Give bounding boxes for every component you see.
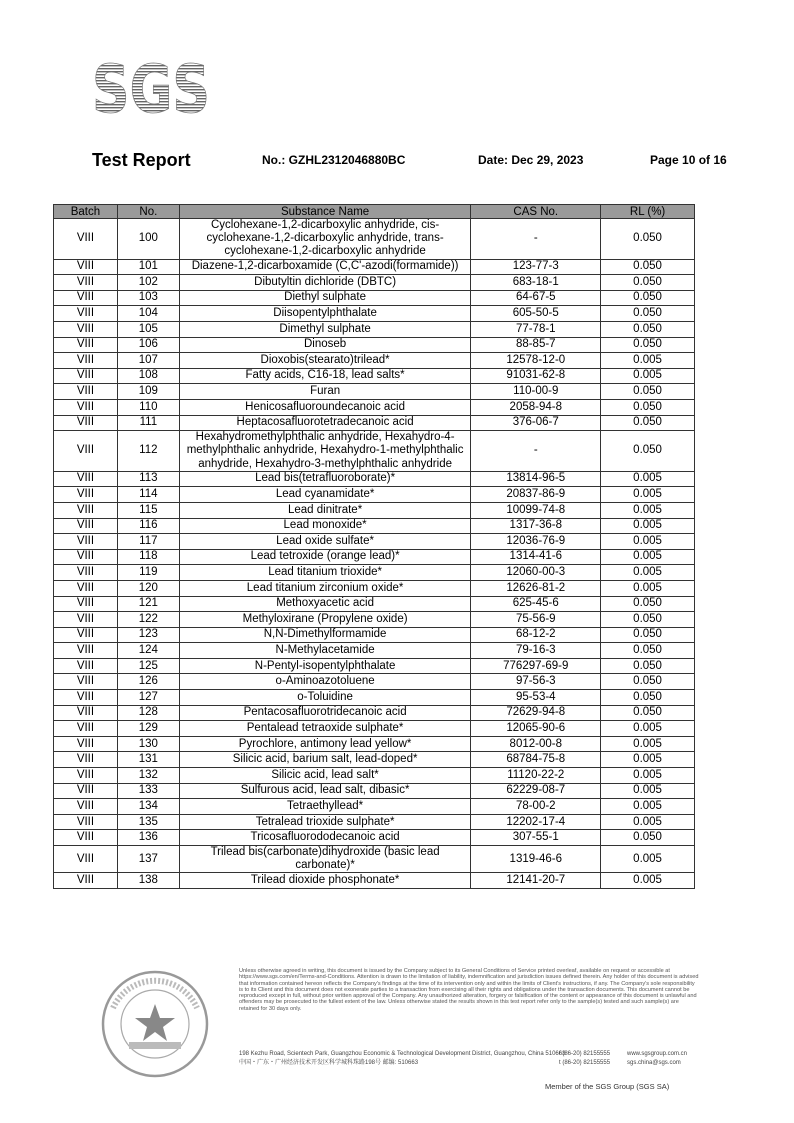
cell-cas-number: 12036-76-9 <box>471 534 601 550</box>
table-row <box>54 873 695 889</box>
cell-number: 108 <box>117 368 179 384</box>
cell-reporting-limit: 0.050 <box>601 321 695 337</box>
cell-reporting-limit: 0.050 <box>601 290 695 306</box>
member-statement: Member of the SGS Group (SGS SA) <box>545 1082 670 1091</box>
cell-reporting-limit: 0.050 <box>601 596 695 612</box>
table-row <box>54 502 695 518</box>
cell-batch: VIII <box>54 399 118 415</box>
cell-cas-number: 13814-96-5 <box>471 471 601 487</box>
cell-cas-number: 72629-94-8 <box>471 705 601 721</box>
column-header-rl: RL (%) <box>601 205 695 219</box>
cell-substance-name: Tricosafluorododecanoic acid <box>179 830 471 846</box>
cell-cas-number: 20837-86-9 <box>471 487 601 503</box>
table-row <box>54 534 695 550</box>
cell-cas-number: 64-67-5 <box>471 290 601 306</box>
cell-substance-name: Dioxobis(stearato)trilead* <box>179 353 471 369</box>
cell-reporting-limit: 0.050 <box>601 658 695 674</box>
table-row <box>54 471 695 487</box>
cell-cas-number: 376-06-7 <box>471 415 601 431</box>
cell-reporting-limit: 0.005 <box>601 814 695 830</box>
cell-batch: VIII <box>54 565 118 581</box>
cell-cas-number: 78-00-2 <box>471 799 601 815</box>
cell-cas-number: 79-16-3 <box>471 643 601 659</box>
cell-cas-number: 97-56-3 <box>471 674 601 690</box>
cell-cas-number: 110-00-9 <box>471 384 601 400</box>
cell-number: 114 <box>117 487 179 503</box>
cell-cas-number: 68-12-2 <box>471 627 601 643</box>
cell-cas-number: 1317-36-8 <box>471 518 601 534</box>
cell-cas-number: 123-77-3 <box>471 259 601 275</box>
cell-cas-number: 8012-00-8 <box>471 736 601 752</box>
table-row <box>54 306 695 322</box>
cell-reporting-limit: 0.050 <box>601 259 695 275</box>
table-row <box>54 612 695 628</box>
cell-cas-number: 12141-20-7 <box>471 873 601 889</box>
cell-substance-name: Diisopentylphthalate <box>179 306 471 322</box>
cell-reporting-limit: 0.050 <box>601 431 695 472</box>
table-row <box>54 368 695 384</box>
cell-substance-name: Pentacosafluorotridecanoic acid <box>179 705 471 721</box>
cell-reporting-limit: 0.005 <box>601 580 695 596</box>
cell-substance-name: Lead cyanamidate* <box>179 487 471 503</box>
table-row <box>54 752 695 768</box>
cell-number: 119 <box>117 565 179 581</box>
cell-batch: VIII <box>54 674 118 690</box>
table-row <box>54 353 695 369</box>
cell-reporting-limit: 0.005 <box>601 549 695 565</box>
cell-number: 109 <box>117 384 179 400</box>
cell-number: 117 <box>117 534 179 550</box>
cell-batch: VIII <box>54 752 118 768</box>
table-row <box>54 290 695 306</box>
cell-batch: VIII <box>54 596 118 612</box>
table-row <box>54 415 695 431</box>
cell-substance-name: N,N-Dimethylformamide <box>179 627 471 643</box>
table-row <box>54 768 695 784</box>
cell-substance-name: Trilead dioxide phosphonate* <box>179 873 471 889</box>
report-date: Date: Dec 29, 2023 <box>478 153 584 167</box>
cell-substance-name: Sulfurous acid, lead salt, dibasic* <box>179 783 471 799</box>
cell-number: 110 <box>117 399 179 415</box>
cell-batch: VIII <box>54 814 118 830</box>
cell-reporting-limit: 0.005 <box>601 565 695 581</box>
cell-number: 115 <box>117 502 179 518</box>
cell-reporting-limit: 0.005 <box>601 783 695 799</box>
cell-cas-number: 625-45-6 <box>471 596 601 612</box>
cell-batch: VIII <box>54 830 118 846</box>
table-row <box>54 487 695 503</box>
address-block <box>239 1050 699 1068</box>
cell-batch: VIII <box>54 690 118 706</box>
sgs-logo <box>92 51 212 128</box>
cell-reporting-limit: 0.050 <box>601 399 695 415</box>
cell-batch: VIII <box>54 306 118 322</box>
table-row <box>54 705 695 721</box>
cell-batch: VIII <box>54 321 118 337</box>
cell-number: 121 <box>117 596 179 612</box>
cell-number: 105 <box>117 321 179 337</box>
cell-number: 132 <box>117 768 179 784</box>
table-row <box>54 596 695 612</box>
report-title: Test Report <box>92 150 191 170</box>
table-row <box>54 259 695 275</box>
cell-cas-number: 307-55-1 <box>471 830 601 846</box>
cell-substance-name: Tetralead trioxide sulphate* <box>179 814 471 830</box>
table-row <box>54 219 695 260</box>
table-row <box>54 830 695 846</box>
cell-substance-name: Silicic acid, barium salt, lead-doped* <box>179 752 471 768</box>
address-chinese: 中国・广东・广州经济技术开发区科学城科珠路198号 邮编: 510663 <box>239 1060 419 1066</box>
cell-number: 126 <box>117 674 179 690</box>
cell-reporting-limit: 0.005 <box>601 534 695 550</box>
table-row <box>54 565 695 581</box>
table-row <box>54 399 695 415</box>
cell-number: 113 <box>117 471 179 487</box>
cell-cas-number: - <box>471 219 601 260</box>
cell-cas-number: 605-50-5 <box>471 306 601 322</box>
cell-reporting-limit: 0.050 <box>601 337 695 353</box>
cell-batch: VIII <box>54 502 118 518</box>
page-number: Page 10 of 16 <box>650 153 727 167</box>
cell-substance-name: Furan <box>179 384 471 400</box>
address-english: 198 Kezhu Road, Scientech Park, Guangzhou Economic & Technological Development District, Guangzhou, China 510663 <box>239 1051 566 1057</box>
report-number: No.: GZHL2312046880BC <box>262 153 406 167</box>
cell-cas-number: 88-85-7 <box>471 337 601 353</box>
cell-number: 118 <box>117 549 179 565</box>
table-row <box>54 814 695 830</box>
cell-reporting-limit: 0.050 <box>601 690 695 706</box>
cell-number: 107 <box>117 353 179 369</box>
cell-number: 102 <box>117 275 179 291</box>
cell-cas-number: 683-18-1 <box>471 275 601 291</box>
table-row <box>54 846 695 873</box>
cell-number: 124 <box>117 643 179 659</box>
cell-reporting-limit: 0.005 <box>601 873 695 889</box>
cell-substance-name: Silicic acid, lead salt* <box>179 768 471 784</box>
cell-reporting-limit: 0.005 <box>601 368 695 384</box>
cell-reporting-limit: 0.050 <box>601 674 695 690</box>
column-header-no: No. <box>117 205 179 219</box>
cell-cas-number: 12578-12-0 <box>471 353 601 369</box>
cell-substance-name: Dinoseb <box>179 337 471 353</box>
cell-substance-name: Diazene-1,2-dicarboxamide (C,C'-azodi(formamide)) <box>179 259 471 275</box>
cell-batch: VIII <box>54 580 118 596</box>
phone-1: t (86-20) 82155555 <box>559 1051 611 1057</box>
cell-substance-name: Heptacosafluorotetradecanoic acid <box>179 415 471 431</box>
cell-number: 122 <box>117 612 179 628</box>
table-row <box>54 674 695 690</box>
cell-cas-number: 10099-74-8 <box>471 502 601 518</box>
cell-reporting-limit: 0.005 <box>601 768 695 784</box>
cell-reporting-limit: 0.005 <box>601 736 695 752</box>
cell-reporting-limit: 0.005 <box>601 846 695 873</box>
cell-substance-name: Fatty acids, C16-18, lead salts* <box>179 368 471 384</box>
cell-number: 129 <box>117 721 179 737</box>
table-row <box>54 321 695 337</box>
table-row <box>54 549 695 565</box>
cell-cas-number: 12065-90-6 <box>471 721 601 737</box>
table-header-row <box>54 205 695 219</box>
cell-substance-name: Dibutyltin dichloride (DBTC) <box>179 275 471 291</box>
cell-reporting-limit: 0.005 <box>601 353 695 369</box>
cell-substance-name: Methoxyacetic acid <box>179 596 471 612</box>
cell-batch: VIII <box>54 415 118 431</box>
cell-substance-name: Pentalead tetraoxide sulphate* <box>179 721 471 737</box>
cell-substance-name: Lead oxide sulfate* <box>179 534 471 550</box>
cell-number: 125 <box>117 658 179 674</box>
cell-number: 112 <box>117 431 179 472</box>
cell-reporting-limit: 0.050 <box>601 705 695 721</box>
cell-reporting-limit: 0.050 <box>601 219 695 260</box>
cell-batch: VIII <box>54 384 118 400</box>
table-row <box>54 384 695 400</box>
cell-cas-number: 11120-22-2 <box>471 768 601 784</box>
cell-number: 123 <box>117 627 179 643</box>
cell-batch: VIII <box>54 337 118 353</box>
cell-batch: VIII <box>54 534 118 550</box>
cell-reporting-limit: 0.050 <box>601 627 695 643</box>
cell-reporting-limit: 0.050 <box>601 384 695 400</box>
cell-number: 128 <box>117 705 179 721</box>
cell-batch: VIII <box>54 736 118 752</box>
cell-batch: VIII <box>54 549 118 565</box>
cell-batch: VIII <box>54 353 118 369</box>
cell-number: 130 <box>117 736 179 752</box>
cell-reporting-limit: 0.050 <box>601 306 695 322</box>
cell-reporting-limit: 0.050 <box>601 415 695 431</box>
cell-substance-name: Methyloxirane (Propylene oxide) <box>179 612 471 628</box>
cell-batch: VIII <box>54 705 118 721</box>
cell-substance-name: Henicosafluoroundecanoic acid <box>179 399 471 415</box>
cell-substance-name: Trilead bis(carbonate)dihydroxide (basic lead carbonate)* <box>179 846 471 873</box>
cell-number: 134 <box>117 799 179 815</box>
table-row <box>54 783 695 799</box>
cell-batch: VIII <box>54 219 118 260</box>
cell-reporting-limit: 0.050 <box>601 643 695 659</box>
table-body <box>54 219 695 889</box>
cell-cas-number: 12202-17-4 <box>471 814 601 830</box>
cell-substance-name: Dimethyl sulphate <box>179 321 471 337</box>
cell-number: 135 <box>117 814 179 830</box>
table-row <box>54 337 695 353</box>
table-row <box>54 643 695 659</box>
table-row <box>54 431 695 472</box>
logo-wordmark: SGS <box>92 51 210 128</box>
cell-cas-number: 12060-00-3 <box>471 565 601 581</box>
cell-substance-name: Lead titanium trioxide* <box>179 565 471 581</box>
cell-number: 103 <box>117 290 179 306</box>
cell-substance-name: o-Toluidine <box>179 690 471 706</box>
cell-reporting-limit: 0.050 <box>601 830 695 846</box>
substance-table <box>53 204 695 889</box>
cell-batch: VIII <box>54 846 118 873</box>
cell-substance-name: Tetraethyllead* <box>179 799 471 815</box>
table-row <box>54 721 695 737</box>
cell-batch: VIII <box>54 627 118 643</box>
cell-cas-number: 77-78-1 <box>471 321 601 337</box>
cell-substance-name: Cyclohexane-1,2-dicarboxylic anhydride, cis-cyclohexane-1,2-dicarboxylic anhydride, trans-cyclohexane-1,2-dicarboxylic anhydride <box>179 219 471 260</box>
cell-number: 101 <box>117 259 179 275</box>
cell-cas-number: 68784-75-8 <box>471 752 601 768</box>
table-row <box>54 580 695 596</box>
cell-substance-name: Lead dinitrate* <box>179 502 471 518</box>
cell-number: 120 <box>117 580 179 596</box>
cell-number: 106 <box>117 337 179 353</box>
report-header <box>92 150 742 172</box>
cell-batch: VIII <box>54 259 118 275</box>
cell-number: 111 <box>117 415 179 431</box>
cell-number: 100 <box>117 219 179 260</box>
cell-cas-number: 62229-08-7 <box>471 783 601 799</box>
table-row <box>54 627 695 643</box>
cell-batch: VIII <box>54 658 118 674</box>
cell-reporting-limit: 0.005 <box>601 721 695 737</box>
cell-batch: VIII <box>54 368 118 384</box>
cell-batch: VIII <box>54 290 118 306</box>
cell-number: 138 <box>117 873 179 889</box>
cell-reporting-limit: 0.050 <box>601 275 695 291</box>
cell-reporting-limit: 0.005 <box>601 502 695 518</box>
cell-reporting-limit: 0.005 <box>601 799 695 815</box>
cell-substance-name: Diethyl sulphate <box>179 290 471 306</box>
cell-batch: VIII <box>54 612 118 628</box>
column-header-substance: Substance Name <box>179 205 471 219</box>
cell-substance-name: Hexahydromethylphthalic anhydride, Hexahydro-4-methylphthalic anhydride, Hexahydro-1-methylphthalic anhydride, Hexahydro-3-methylphthalic anhydride <box>179 431 471 472</box>
cell-batch: VIII <box>54 275 118 291</box>
cell-number: 133 <box>117 783 179 799</box>
cell-substance-name: N-Methylacetamide <box>179 643 471 659</box>
cell-batch: VIII <box>54 873 118 889</box>
cell-batch: VIII <box>54 783 118 799</box>
cell-substance-name: Lead titanium zirconium oxide* <box>179 580 471 596</box>
cell-cas-number: 776297-69-9 <box>471 658 601 674</box>
cell-batch: VIII <box>54 768 118 784</box>
cell-number: 136 <box>117 830 179 846</box>
cell-reporting-limit: 0.005 <box>601 471 695 487</box>
cell-number: 116 <box>117 518 179 534</box>
cell-number: 131 <box>117 752 179 768</box>
cell-cas-number: 2058-94-8 <box>471 399 601 415</box>
company-seal-stamp <box>91 968 223 1080</box>
cell-batch: VIII <box>54 721 118 737</box>
cell-reporting-limit: 0.005 <box>601 518 695 534</box>
table-row <box>54 736 695 752</box>
cell-cas-number: 91031-62-8 <box>471 368 601 384</box>
cell-reporting-limit: 0.050 <box>601 612 695 628</box>
cell-reporting-limit: 0.005 <box>601 487 695 503</box>
legal-disclaimer: Unless otherwise agreed in writing, this document is issued by the Company subject to its General Conditions of Service printed overleaf, available on request or accessible at https://www.sgs.com/en/Terms-and-Conditions. Attention is drawn to the limitation of liability, indemnification and jurisdiction issues defined therein. Any holder of this document is advised that information contained hereon reflects the Company's findings at the time of its intervention only and within the limits of Client's instructions, if any. The Company's sole responsibility is to its Client and this document does not exonerate parties to a transaction from exercising all their rights and obligations under the transaction documents. This document cannot be reproduced except in full, without prior written approval of the Company. Any unauthorized alteration, forgery or falsification of the content or appearance of this document is unlawful and offenders may be prosecuted to the fullest extent of the law. Unless otherwise stated the results shown in this test report refer only to the sample(s) tested and such sample(s) are retained for 30 days only. <box>239 968 699 1012</box>
cell-substance-name: N-Pentyl-isopentylphthalate <box>179 658 471 674</box>
cell-cas-number: 75-56-9 <box>471 612 601 628</box>
cell-cas-number: 12626-81-2 <box>471 580 601 596</box>
email-link[interactable]: sgs.china@sgs.com <box>627 1060 681 1066</box>
cell-cas-number: 1319-46-6 <box>471 846 601 873</box>
cell-number: 127 <box>117 690 179 706</box>
cell-substance-name: Lead monoxide* <box>179 518 471 534</box>
cell-batch: VIII <box>54 518 118 534</box>
cell-batch: VIII <box>54 471 118 487</box>
cell-cas-number: 95-53-4 <box>471 690 601 706</box>
cell-substance-name: o-Aminoazotoluene <box>179 674 471 690</box>
cell-cas-number: - <box>471 431 601 472</box>
column-header-batch: Batch <box>54 205 118 219</box>
cell-batch: VIII <box>54 487 118 503</box>
cell-number: 137 <box>117 846 179 873</box>
cell-substance-name: Pyrochlore, antimony lead yellow* <box>179 736 471 752</box>
cell-number: 104 <box>117 306 179 322</box>
table-row <box>54 518 695 534</box>
website-link[interactable]: www.sgsgroup.com.cn <box>627 1051 688 1057</box>
phone-2: t (86-20) 82155555 <box>559 1060 611 1066</box>
cell-batch: VIII <box>54 431 118 472</box>
table-row <box>54 658 695 674</box>
table-row <box>54 275 695 291</box>
cell-substance-name: Lead bis(tetrafluoroborate)* <box>179 471 471 487</box>
table-row <box>54 690 695 706</box>
cell-cas-number: 1314-41-6 <box>471 549 601 565</box>
cell-reporting-limit: 0.005 <box>601 752 695 768</box>
column-header-cas: CAS No. <box>471 205 601 219</box>
cell-substance-name: Lead tetroxide (orange lead)* <box>179 549 471 565</box>
cell-batch: VIII <box>54 799 118 815</box>
cell-batch: VIII <box>54 643 118 659</box>
table-row <box>54 799 695 815</box>
